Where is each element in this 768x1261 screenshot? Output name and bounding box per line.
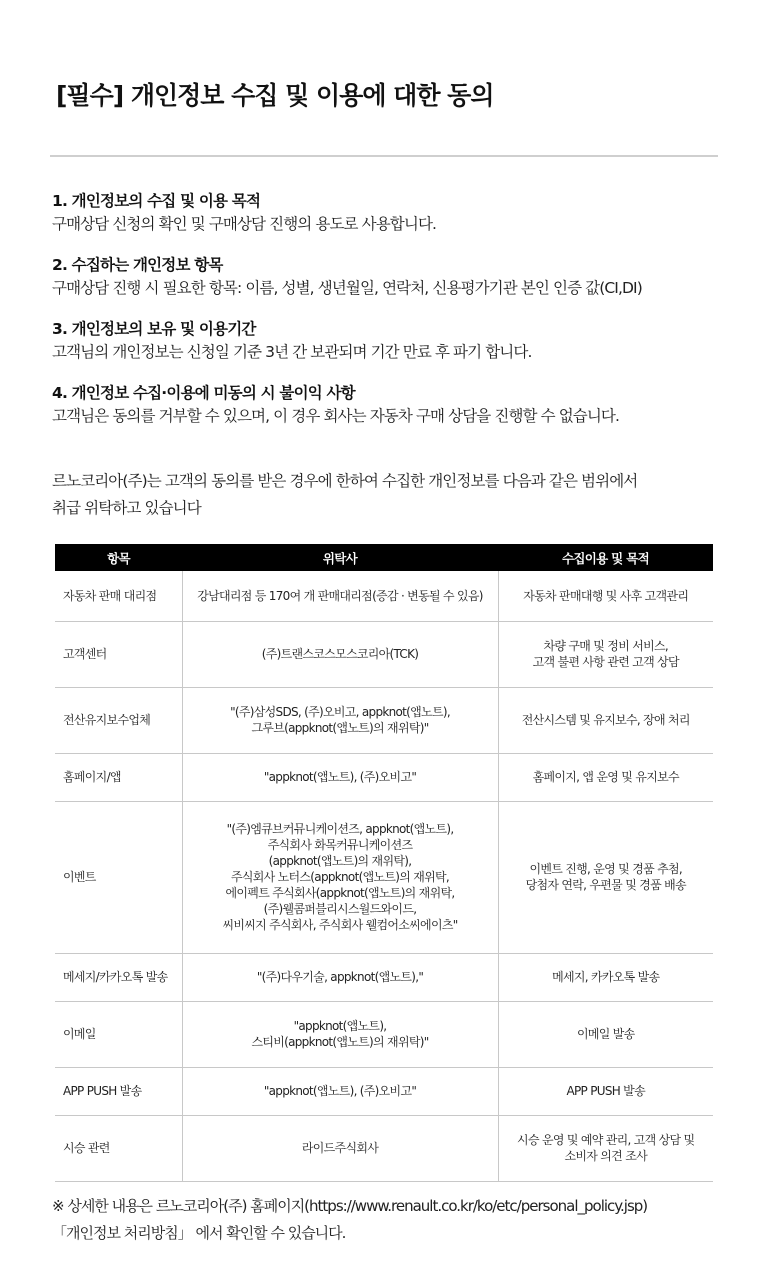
table-row xyxy=(55,801,713,953)
row-purpose xyxy=(498,753,713,801)
table-row xyxy=(55,571,713,621)
intro-line: 취급 위탁하고 있습니다 xyxy=(52,499,201,517)
footnote xyxy=(52,1193,742,1247)
row-item: 시승 관련 xyxy=(55,1115,182,1181)
section-heading: 1. 개인정보의 수집 및 이용 목적 xyxy=(52,192,261,210)
row-trustee xyxy=(182,953,498,1001)
purpose-line: 이벤트 진행, 운영 및 경품 추첨, xyxy=(529,862,682,876)
purpose-line: 이메일 발송 xyxy=(576,1027,635,1041)
trustee-line: "(주)다우기술, appknot(앱노트)," xyxy=(256,970,424,984)
section-purpose xyxy=(52,190,732,236)
table-row xyxy=(55,1115,713,1181)
section-refusal xyxy=(52,382,732,428)
trustee-line: (주)웰콤퍼블리시스월드와이드, xyxy=(263,902,417,916)
trust-intro xyxy=(52,468,732,522)
row-item: 전산유지보수업체 xyxy=(55,687,182,753)
trustee-line: 주식회사 화목커뮤니케이션즈 xyxy=(267,838,413,852)
row-trustee xyxy=(182,753,498,801)
trustee-line: 주식회사 노터스(appknot(앱노트)의 재위탁, xyxy=(230,870,450,884)
trustee-line: (주)트랜스코스모스코리아(TCK) xyxy=(261,647,419,661)
section-body: 구매상담 진행 시 필요한 항목: 이름, 성별, 생년월일, 연락처, 신용평가기관 본인 인증 값(CI,DI) xyxy=(52,279,642,297)
section-items xyxy=(52,254,732,300)
row-purpose xyxy=(498,953,713,1001)
row-item: APP PUSH 발송 xyxy=(55,1067,182,1115)
trustee-line: "(주)엠큐브커뮤니케이션즈, appknot(앱노트), xyxy=(226,822,454,836)
header-trustee: 위탁사 xyxy=(182,544,498,571)
section-retention xyxy=(52,318,732,364)
row-purpose xyxy=(498,687,713,753)
purpose-line: 차량 구매 및 정비 서비스, xyxy=(543,639,668,653)
trustee-line: "appknot(앱노트), (주)오비고" xyxy=(263,770,417,784)
section-body: 고객님은 동의를 거부할 수 있으며, 이 경우 회사는 자동차 구매 상담을 진행할 수 없습니다. xyxy=(52,407,620,425)
row-trustee xyxy=(182,1115,498,1181)
trustee-line: "(주)삼성SDS, (주)오비고, appknot(앱노트), xyxy=(230,705,450,719)
page-title: [필수] 개인정보 수집 및 이용에 대한 동의 xyxy=(56,81,494,110)
row-item: 메세지/카카오톡 발송 xyxy=(55,953,182,1001)
row-trustee xyxy=(182,687,498,753)
trustee-line: 강남대리점 등 170여 개 판매대리점(증감 · 변동될 수 있음) xyxy=(197,588,483,603)
row-item: 이벤트 xyxy=(55,801,182,953)
trustee-line: (appknot(앱노트)의 재위탁), xyxy=(268,854,412,868)
footnote-line: 「개인정보 처리방침」 에서 확인할 수 있습니다. xyxy=(52,1224,346,1242)
trustee-line: 그루브(appknot(앱노트)의 재위탁)" xyxy=(251,721,429,735)
trustee-line: 에이펙트 주식회사(appknot(앱노트)의 재위탁, xyxy=(225,886,455,900)
section-heading: 3. 개인정보의 보유 및 이용기간 xyxy=(52,320,256,338)
header-purpose: 수집이용 및 목적 xyxy=(498,544,713,571)
purpose-line: 메세지, 카카오톡 발송 xyxy=(552,970,660,984)
purpose-line: 자동차 판매대행 및 사후 고객관리 xyxy=(523,588,689,603)
row-trustee xyxy=(182,1067,498,1115)
table-row xyxy=(55,621,713,687)
purpose-line: 고객 불편 사항 관련 고객 상담 xyxy=(532,655,679,669)
purpose-line: 전산시스템 및 유지보수, 장애 처리 xyxy=(521,713,690,727)
table-row xyxy=(55,953,713,1001)
header-item: 항목 xyxy=(55,544,182,571)
table-row xyxy=(55,1067,713,1115)
purpose-line: 시승 운영 및 예약 관리, 고객 상담 및 xyxy=(517,1133,695,1147)
intro-line: 르노코리아(주)는 고객의 동의를 받은 경우에 한하여 수집한 개인정보를 다음과 같은 범위에서 xyxy=(52,472,638,490)
trustee-line: 라이드주식회사 xyxy=(301,1141,379,1155)
row-trustee xyxy=(182,1001,498,1067)
section-body: 구매상담 신청의 확인 및 구매상담 진행의 용도로 사용합니다. xyxy=(52,215,437,233)
purpose-line: APP PUSH 발송 xyxy=(566,1084,645,1098)
row-trustee xyxy=(182,621,498,687)
trustee-line: "appknot(앱노트), xyxy=(293,1019,387,1033)
trustee-line: 스티비(appknot(앱노트)의 재위탁)" xyxy=(251,1035,429,1049)
footnote-line: ※ 상세한 내용은 르노코리아(주) 홈페이지(https://www.renault.co.kr/ko/etc/personal_policy.jsp) xyxy=(52,1197,648,1215)
row-purpose xyxy=(498,571,713,621)
trustee-line: "appknot(앱노트), (주)오비고" xyxy=(263,1084,417,1098)
section-body: 고객님의 개인정보는 신청일 기준 3년 간 보관되며 기간 만료 후 파기 합니다. xyxy=(52,343,532,361)
table-row xyxy=(55,687,713,753)
purpose-line: 당첨자 연락, 우편물 및 경품 배송 xyxy=(525,878,686,892)
purpose-line: 홈페이지, 앱 운영 및 유지보수 xyxy=(532,770,679,784)
row-purpose xyxy=(498,621,713,687)
row-item: 홈페이지/앱 xyxy=(55,753,182,801)
trustee-line: 씨비씨지 주식회사, 주식회사 웰컴어소씨에이츠" xyxy=(222,918,458,932)
row-purpose xyxy=(498,1001,713,1067)
row-purpose xyxy=(498,801,713,953)
row-item: 이메일 xyxy=(55,1001,182,1067)
row-trustee xyxy=(182,801,498,953)
section-heading: 4. 개인정보 수집·이용에 미동의 시 불이익 사항 xyxy=(52,384,355,402)
purpose-line: 소비자 의견 조사 xyxy=(564,1149,647,1163)
row-purpose xyxy=(498,1115,713,1181)
row-trustee xyxy=(182,571,498,621)
title-divider xyxy=(50,155,718,157)
table-row xyxy=(55,753,713,801)
trustee-table xyxy=(55,544,713,1182)
table-header-row xyxy=(55,544,713,571)
row-item: 고객센터 xyxy=(55,621,182,687)
row-item: 자동차 판매 대리점 xyxy=(55,571,182,621)
section-heading: 2. 수집하는 개인정보 항목 xyxy=(52,256,223,274)
table-row xyxy=(55,1001,713,1067)
row-purpose xyxy=(498,1067,713,1115)
